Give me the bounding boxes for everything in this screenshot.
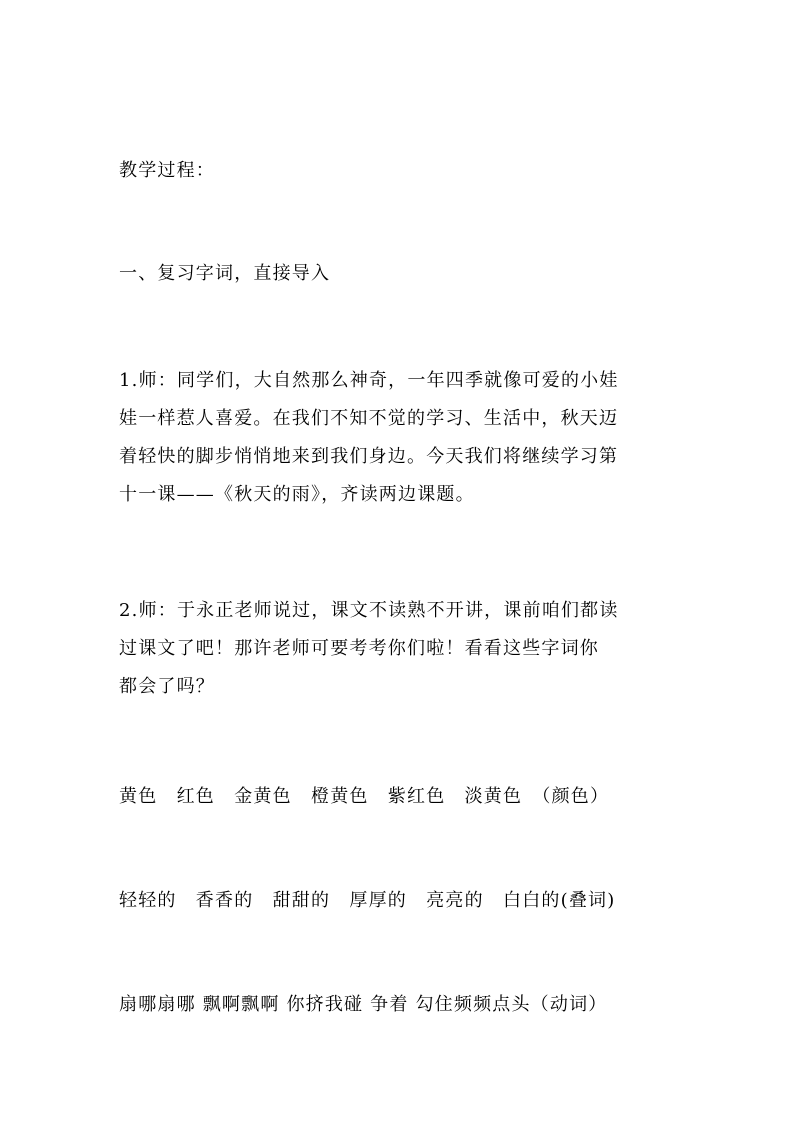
- paragraph-line: 都会了吗？: [119, 676, 215, 697]
- paragraph-line: 1.师：同学们，大自然那么神奇，一年四季就像可爱的小娃: [119, 370, 619, 391]
- heading-teaching-process: 教学过程：: [119, 160, 215, 181]
- paragraph-line: 着轻快的脚步悄悄地来到我们身边。今天我们将继续学习第: [119, 446, 619, 467]
- paragraph-line: 过课文了吧！那许老师可要考考你们啦！看看这些字词你: [119, 638, 599, 659]
- word-group-reduplicated: 轻轻的 香香的 甜甜的 厚厚的 亮亮的 白白的(叠词): [119, 890, 616, 911]
- paragraph-line: 2.师：于永正老师说过，课文不读熟不开讲，课前咱们都读: [119, 600, 619, 621]
- paragraph-teacher-intro: [119, 362, 679, 514]
- paragraph-teacher-quiz: [119, 592, 679, 706]
- section-title-review: 一、复习字词，直接导入: [119, 263, 331, 284]
- paragraph-line: 娃一样惹人喜爱。在我们不知不觉的学习、生活中，秋天迈: [119, 408, 619, 429]
- word-group-verbs: 扇哪扇哪 飘啊飘啊 你挤我碰 争着 勾住频频点头（动词）: [119, 994, 608, 1015]
- paragraph-line: 十一课——《秋天的雨》，齐读两边课题。: [119, 484, 475, 505]
- word-group-colors: 黄色 红色 金黄色 橙黄色 紫红色 淡黄色 （颜色）: [119, 786, 610, 807]
